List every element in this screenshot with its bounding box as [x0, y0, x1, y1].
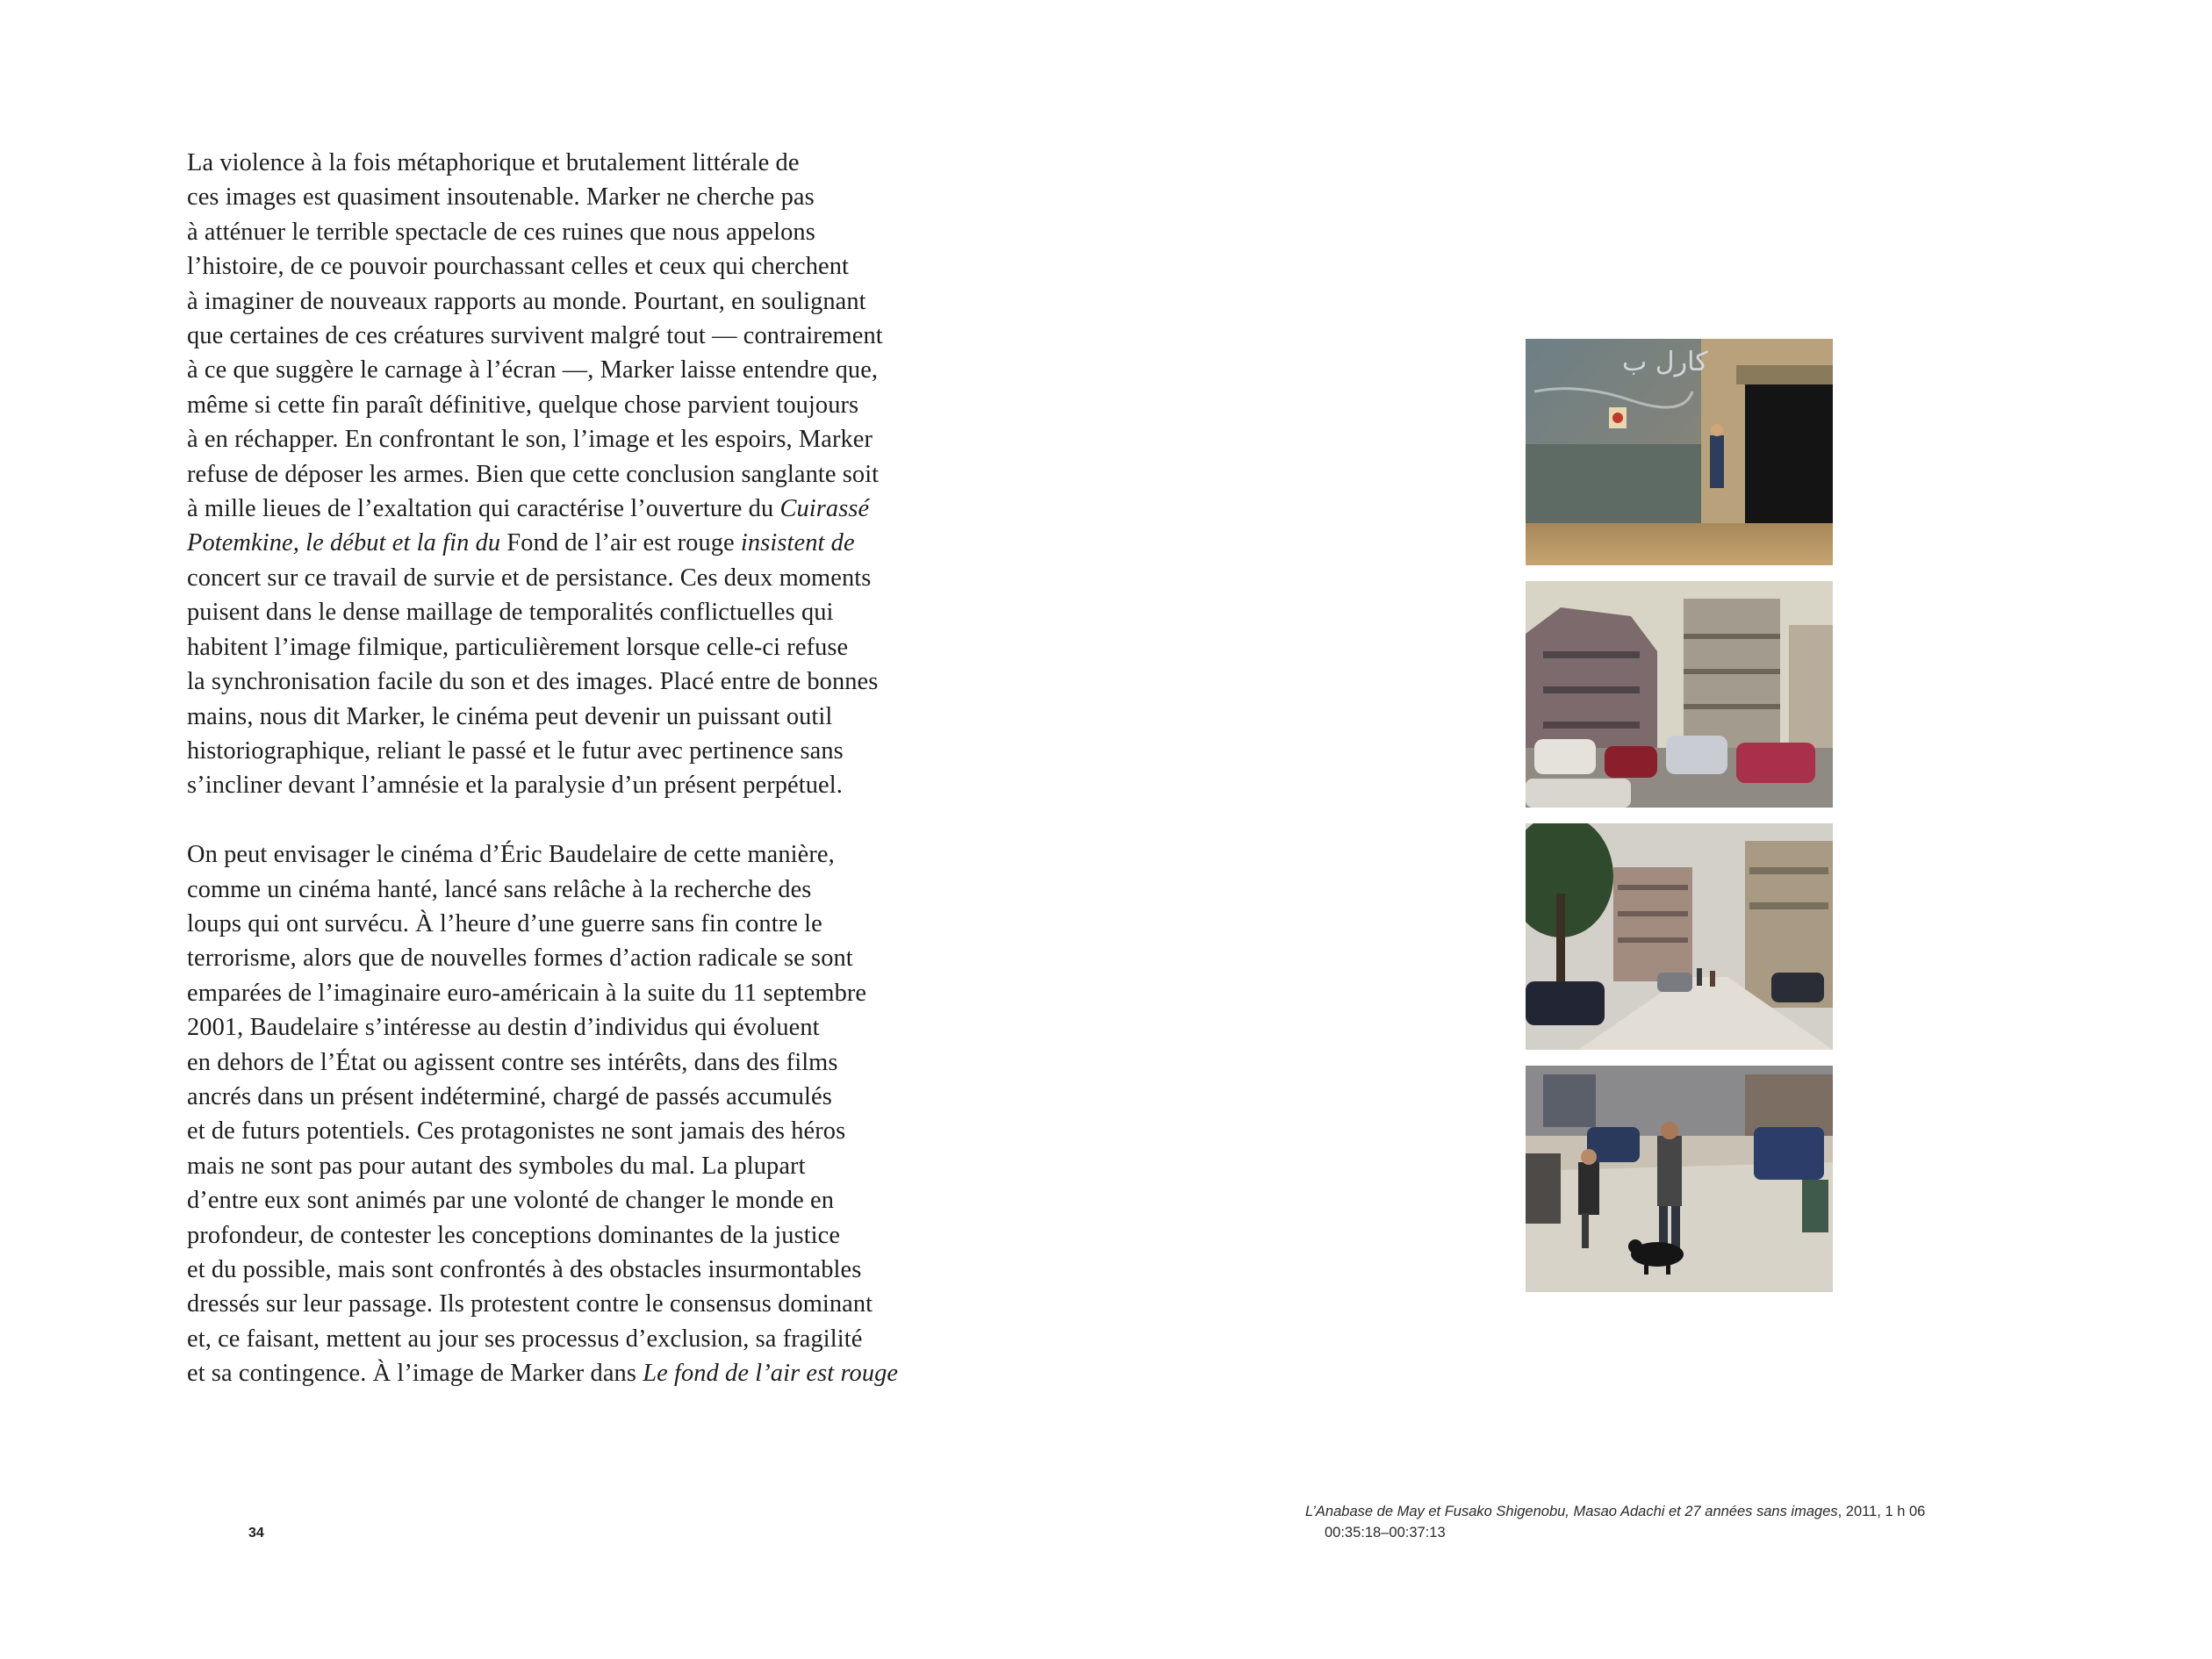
italic-title: Le fond de l’air est rouge: [643, 1360, 899, 1388]
text-line: [187, 873, 995, 907]
text-line: [187, 1322, 995, 1356]
text-line: [187, 1356, 995, 1390]
text-line: [187, 1183, 995, 1217]
text-segment: mains, nous dit Marker, le cinéma peut devenir un puissant outil: [187, 702, 833, 730]
text-line: [187, 422, 995, 456]
italic-title: Potemkine: [187, 529, 293, 557]
text-segment: en dehors de l’État ou agissent contre ses intérêts, dans des films: [187, 1048, 838, 1076]
text-segment: profondeur, de contester les conceptions dominantes de la justice: [187, 1221, 841, 1249]
text-line: [187, 1010, 995, 1045]
page-number: 34: [248, 1526, 264, 1540]
film-still-2: [1526, 581, 1833, 808]
paragraph: [187, 837, 995, 1391]
italic-title: , le début et la fin du: [292, 529, 507, 557]
text-segment: et, ce faisant, mettent au jour ses processus d’exclusion, sa fragilité: [187, 1325, 863, 1353]
text-segment: comme un cinéma hanté, lancé sans relâche à la recherche des: [187, 875, 812, 903]
text-line: [187, 1218, 995, 1253]
text-segment: l’histoire, de ce pouvoir pourchassant celles et ceux qui cherchent: [187, 253, 850, 281]
text-segment: Fond de l’air est rouge: [506, 529, 735, 557]
text-line: [187, 664, 995, 699]
text-segment: emparées de l’imaginaire euro-américain à la suite du 11 septembre: [187, 979, 867, 1007]
text-segment: refuse de déposer les armes. Bien que cette conclusion sanglante soit: [187, 460, 880, 488]
text-line: [187, 249, 995, 284]
text-line: [187, 526, 995, 560]
text-line: [187, 1149, 995, 1183]
text-line: [187, 388, 995, 422]
text-segment: à en réchapper. En confrontant le son, l’image et les espoirs, Marker: [187, 426, 873, 454]
wall-graffiti-text: كارل ب: [1622, 347, 1708, 377]
text-segment: mais ne sont pas pour autant des symboles du mal. La plupart: [187, 1152, 806, 1180]
text-segment: On peut envisager le cinéma d’Éric Baudelaire de cette manière,: [187, 841, 835, 869]
text-line: [187, 319, 995, 353]
text-segment: dressés sur leur passage. Ils protestent contre le consensus dominant: [187, 1290, 873, 1318]
text-line: [187, 1253, 995, 1287]
film-still-1: [1526, 339, 1833, 565]
text-segment: et du possible, mais sont confrontés à des obstacles insurmontables: [187, 1255, 862, 1283]
text-segment: La violence à la fois métaphorique et brutalement littérale de: [187, 149, 800, 176]
caption-title: L’Anabase de May et Fusako Shigenobu, Masao Adachi et 27 années sans images: [1305, 1504, 1838, 1519]
text-line: [187, 1287, 995, 1321]
film-still-3: [1526, 823, 1833, 1050]
text-segment: historiographique, reliant le passé et le futur avec pertinence sans: [187, 736, 844, 765]
text-line: [187, 941, 995, 975]
text-segment: habitent l’image filmique, particulièrement lorsque celle-ci refuse: [187, 633, 849, 661]
text-line: [187, 734, 995, 768]
text-segment: même si cette fin paraît définitive, quelque chose parvient toujours: [187, 391, 859, 419]
text-line: [187, 561, 995, 595]
film-still-4: [1526, 1066, 1833, 1292]
text-segment: ces images est quasiment insoutenable. Marker ne cherche pas: [187, 183, 815, 212]
italic-title: Cuirassé: [779, 495, 870, 523]
text-segment: 2001, Baudelaire s’intéresse au destin d’individus qui évoluent: [187, 1014, 820, 1042]
text-line: [187, 976, 995, 1010]
text-line: [187, 907, 995, 941]
text-line: [187, 1114, 995, 1148]
text-line: [187, 837, 995, 872]
text-line: [187, 284, 995, 319]
text-line: [187, 457, 995, 492]
text-segment: loups qui ont survécu. À l’heure d’une guerre sans fin contre le: [187, 909, 822, 937]
caption-timecode: 00:35:18–00:37:13: [1325, 1525, 1446, 1540]
text-line: [187, 700, 995, 734]
caption-details: , 2011, 1 h 06: [1837, 1504, 1926, 1519]
text-segment: à imaginer de nouveaux rapports au monde. Pourtant, en soulignant: [187, 287, 866, 315]
italic-title: insistent de: [734, 529, 855, 557]
text-line: [187, 1080, 995, 1114]
text-segment: à ce que suggère le carnage à l’écran —, Marker laisse entendre que,: [187, 356, 879, 384]
text-line: [187, 180, 995, 214]
text-segment: d’entre eux sont animés par une volonté de changer le monde en: [187, 1187, 834, 1215]
text-segment: à atténuer le terrible spectacle de ces ruines que nous appelons: [187, 218, 815, 246]
film-stills-column: [1526, 339, 1833, 1308]
text-segment: terrorisme, alors que de nouvelles formes d’action radicale se sont: [187, 944, 853, 973]
text-segment: s’incliner devant l’amnésie et la paralysie d’un présent perpétuel.: [187, 772, 843, 800]
paragraph: [187, 146, 995, 803]
text-line: [187, 492, 995, 526]
text-line: [187, 768, 995, 802]
text-line: [187, 215, 995, 249]
text-segment: puisent dans le dense maillage de temporalités conflictuelles qui: [187, 599, 834, 627]
text-line: [187, 595, 995, 629]
text-line: [187, 353, 995, 387]
text-line: [187, 146, 995, 180]
figure-caption: [1305, 1501, 2183, 1543]
text-segment: concert sur ce travail de survie et de persistance. Ces deux moments: [187, 564, 872, 592]
text-segment: et de futurs potentiels. Ces protagonistes ne sont jamais des héros: [187, 1117, 846, 1146]
text-line: [187, 630, 995, 664]
text-segment: que certaines de ces créatures survivent malgré tout — contrairement: [187, 322, 883, 350]
text-segment: ancrés dans un présent indéterminé, chargé de passés accumulés: [187, 1082, 832, 1110]
text-segment: à mille lieues de l’exaltation qui caractérise l’ouverture du: [187, 495, 780, 523]
text-line: [187, 1045, 995, 1080]
body-text: [187, 146, 995, 1391]
text-segment: et sa contingence. À l’image de Marker dans: [187, 1360, 643, 1388]
text-segment: la synchronisation facile du son et des images. Placé entre de bonnes: [187, 668, 879, 696]
